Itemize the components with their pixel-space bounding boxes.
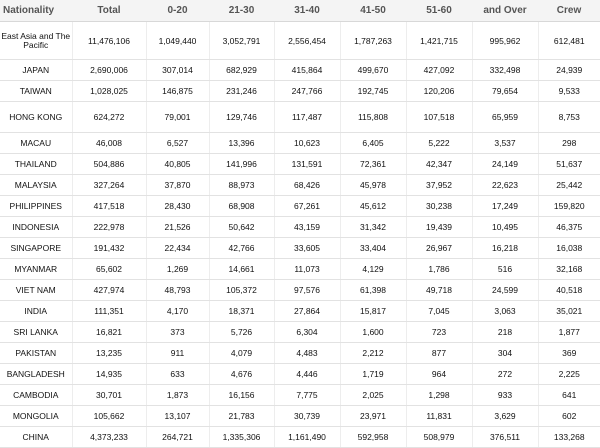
crew-cell: 35,021 <box>538 301 600 322</box>
age-and-over-cell: 3,537 <box>472 133 538 154</box>
crew-cell: 40,518 <box>538 280 600 301</box>
age-and-over-cell: 22,623 <box>472 175 538 196</box>
age-21-30-cell: 42,766 <box>209 238 274 259</box>
age-41-50-cell: 61,398 <box>340 280 406 301</box>
table-row <box>0 196 600 217</box>
age-51-60-cell: 19,439 <box>406 217 472 238</box>
age-31-40-cell: 30,739 <box>274 406 340 427</box>
total-cell: 504,886 <box>72 154 146 175</box>
column-header-age-51-60: 51-60 <box>406 0 472 22</box>
table-row <box>0 22 600 60</box>
table-row <box>0 406 600 427</box>
age-31-40-cell: 7,775 <box>274 385 340 406</box>
age-41-50-cell: 31,342 <box>340 217 406 238</box>
crew-cell: 8,753 <box>538 102 600 133</box>
age-0-20-cell: 28,430 <box>146 196 209 217</box>
age-0-20-cell: 911 <box>146 343 209 364</box>
total-cell: 111,351 <box>72 301 146 322</box>
age-51-60-cell: 1,786 <box>406 259 472 280</box>
age-31-40-cell: 6,304 <box>274 322 340 343</box>
nationality-cell: PAKISTAN <box>0 343 72 364</box>
nationality-cell: East Asia and The Pacific <box>0 22 72 60</box>
age-51-60-cell: 107,518 <box>406 102 472 133</box>
age-0-20-cell: 79,001 <box>146 102 209 133</box>
total-cell: 105,662 <box>72 406 146 427</box>
age-51-60-cell: 120,206 <box>406 81 472 102</box>
column-header-age-and-over: and Over <box>472 0 538 22</box>
column-header-crew: Crew <box>538 0 600 22</box>
age-41-50-cell: 592,958 <box>340 427 406 448</box>
age-0-20-cell: 1,873 <box>146 385 209 406</box>
age-21-30-cell: 129,746 <box>209 102 274 133</box>
crew-cell: 16,038 <box>538 238 600 259</box>
table-row <box>0 102 600 133</box>
nationality-cell: INDIA <box>0 301 72 322</box>
age-0-20-cell: 21,526 <box>146 217 209 238</box>
age-0-20-cell: 1,049,440 <box>146 22 209 60</box>
age-41-50-cell: 1,600 <box>340 322 406 343</box>
total-cell: 30,701 <box>72 385 146 406</box>
table-row <box>0 217 600 238</box>
age-and-over-cell: 332,498 <box>472 60 538 81</box>
nationality-cell: SRI LANKA <box>0 322 72 343</box>
total-cell: 14,935 <box>72 364 146 385</box>
age-51-60-cell: 7,045 <box>406 301 472 322</box>
total-cell: 624,272 <box>72 102 146 133</box>
age-and-over-cell: 24,149 <box>472 154 538 175</box>
age-31-40-cell: 1,161,490 <box>274 427 340 448</box>
table-row <box>0 60 600 81</box>
crew-cell: 24,939 <box>538 60 600 81</box>
total-cell: 2,690,006 <box>72 60 146 81</box>
age-21-30-cell: 14,661 <box>209 259 274 280</box>
crew-cell: 602 <box>538 406 600 427</box>
total-cell: 65,602 <box>72 259 146 280</box>
table-row <box>0 364 600 385</box>
age-51-60-cell: 1,421,715 <box>406 22 472 60</box>
nationality-cell: INDONESIA <box>0 217 72 238</box>
age-41-50-cell: 33,404 <box>340 238 406 259</box>
age-21-30-cell: 1,335,306 <box>209 427 274 448</box>
age-21-30-cell: 16,156 <box>209 385 274 406</box>
age-51-60-cell: 30,238 <box>406 196 472 217</box>
age-and-over-cell: 933 <box>472 385 538 406</box>
age-and-over-cell: 995,962 <box>472 22 538 60</box>
age-and-over-cell: 3,629 <box>472 406 538 427</box>
table-row <box>0 427 600 448</box>
crew-cell: 1,877 <box>538 322 600 343</box>
age-and-over-cell: 3,063 <box>472 301 538 322</box>
age-21-30-cell: 88,973 <box>209 175 274 196</box>
age-21-30-cell: 4,079 <box>209 343 274 364</box>
crew-cell: 133,268 <box>538 427 600 448</box>
nationality-cell: CHINA <box>0 427 72 448</box>
age-41-50-cell: 6,405 <box>340 133 406 154</box>
total-cell: 46,008 <box>72 133 146 154</box>
age-31-40-cell: 11,073 <box>274 259 340 280</box>
total-cell: 11,476,106 <box>72 22 146 60</box>
age-0-20-cell: 373 <box>146 322 209 343</box>
age-51-60-cell: 42,347 <box>406 154 472 175</box>
table-row <box>0 322 600 343</box>
column-header-age-0-20: 0-20 <box>146 0 209 22</box>
table-row <box>0 385 600 406</box>
age-0-20-cell: 22,434 <box>146 238 209 259</box>
crew-cell: 2,225 <box>538 364 600 385</box>
age-51-60-cell: 26,967 <box>406 238 472 259</box>
age-21-30-cell: 50,642 <box>209 217 274 238</box>
table-row <box>0 154 600 175</box>
crew-cell: 9,533 <box>538 81 600 102</box>
table-row <box>0 81 600 102</box>
age-51-60-cell: 964 <box>406 364 472 385</box>
age-21-30-cell: 231,246 <box>209 81 274 102</box>
age-51-60-cell: 5,222 <box>406 133 472 154</box>
nationality-cell: JAPAN <box>0 60 72 81</box>
age-41-50-cell: 1,787,263 <box>340 22 406 60</box>
nationality-cell: CAMBODIA <box>0 385 72 406</box>
age-41-50-cell: 2,212 <box>340 343 406 364</box>
total-cell: 327,264 <box>72 175 146 196</box>
nationality-cell: MACAU <box>0 133 72 154</box>
age-41-50-cell: 2,025 <box>340 385 406 406</box>
age-0-20-cell: 40,805 <box>146 154 209 175</box>
crew-cell: 369 <box>538 343 600 364</box>
table-row <box>0 133 600 154</box>
total-cell: 4,373,233 <box>72 427 146 448</box>
age-41-50-cell: 72,361 <box>340 154 406 175</box>
age-21-30-cell: 105,372 <box>209 280 274 301</box>
age-21-30-cell: 4,676 <box>209 364 274 385</box>
age-41-50-cell: 45,978 <box>340 175 406 196</box>
total-cell: 16,821 <box>72 322 146 343</box>
age-and-over-cell: 10,495 <box>472 217 538 238</box>
table-row <box>0 280 600 301</box>
age-21-30-cell: 13,396 <box>209 133 274 154</box>
total-cell: 13,235 <box>72 343 146 364</box>
age-0-20-cell: 1,269 <box>146 259 209 280</box>
age-51-60-cell: 427,092 <box>406 60 472 81</box>
age-31-40-cell: 43,159 <box>274 217 340 238</box>
age-51-60-cell: 508,979 <box>406 427 472 448</box>
age-31-40-cell: 131,591 <box>274 154 340 175</box>
nationality-cell: TAIWAN <box>0 81 72 102</box>
age-21-30-cell: 3,052,791 <box>209 22 274 60</box>
age-21-30-cell: 68,908 <box>209 196 274 217</box>
age-51-60-cell: 877 <box>406 343 472 364</box>
age-31-40-cell: 4,483 <box>274 343 340 364</box>
age-51-60-cell: 11,831 <box>406 406 472 427</box>
age-0-20-cell: 6,527 <box>146 133 209 154</box>
nationality-cell: HONG KONG <box>0 102 72 133</box>
age-31-40-cell: 4,446 <box>274 364 340 385</box>
age-0-20-cell: 13,107 <box>146 406 209 427</box>
age-and-over-cell: 376,511 <box>472 427 538 448</box>
age-31-40-cell: 117,487 <box>274 102 340 133</box>
nationality-cell: BANGLADESH <box>0 364 72 385</box>
age-41-50-cell: 23,971 <box>340 406 406 427</box>
column-header-age-41-50: 41-50 <box>340 0 406 22</box>
age-51-60-cell: 1,298 <box>406 385 472 406</box>
age-0-20-cell: 633 <box>146 364 209 385</box>
age-and-over-cell: 24,599 <box>472 280 538 301</box>
crew-cell: 641 <box>538 385 600 406</box>
table-row <box>0 259 600 280</box>
age-31-40-cell: 33,605 <box>274 238 340 259</box>
age-41-50-cell: 15,817 <box>340 301 406 322</box>
age-0-20-cell: 146,875 <box>146 81 209 102</box>
table-body <box>0 22 600 448</box>
crew-cell: 159,820 <box>538 196 600 217</box>
crew-cell: 51,637 <box>538 154 600 175</box>
age-and-over-cell: 17,249 <box>472 196 538 217</box>
crew-cell: 46,375 <box>538 217 600 238</box>
age-0-20-cell: 37,870 <box>146 175 209 196</box>
crew-cell: 25,442 <box>538 175 600 196</box>
age-0-20-cell: 264,721 <box>146 427 209 448</box>
age-0-20-cell: 307,014 <box>146 60 209 81</box>
age-21-30-cell: 21,783 <box>209 406 274 427</box>
age-0-20-cell: 48,793 <box>146 280 209 301</box>
table-row <box>0 301 600 322</box>
total-cell: 1,028,025 <box>72 81 146 102</box>
age-41-50-cell: 45,612 <box>340 196 406 217</box>
age-0-20-cell: 4,170 <box>146 301 209 322</box>
table-row <box>0 238 600 259</box>
age-31-40-cell: 97,576 <box>274 280 340 301</box>
age-21-30-cell: 5,726 <box>209 322 274 343</box>
crew-cell: 298 <box>538 133 600 154</box>
nationality-cell: MONGOLIA <box>0 406 72 427</box>
age-31-40-cell: 415,864 <box>274 60 340 81</box>
total-cell: 191,432 <box>72 238 146 259</box>
age-31-40-cell: 27,864 <box>274 301 340 322</box>
age-31-40-cell: 67,261 <box>274 196 340 217</box>
age-and-over-cell: 272 <box>472 364 538 385</box>
table-row <box>0 343 600 364</box>
age-31-40-cell: 10,623 <box>274 133 340 154</box>
column-header-age-31-40: 31-40 <box>274 0 340 22</box>
nationality-cell: PHILIPPINES <box>0 196 72 217</box>
crew-cell: 32,168 <box>538 259 600 280</box>
nationality-cell: SINGAPORE <box>0 238 72 259</box>
age-21-30-cell: 141,996 <box>209 154 274 175</box>
age-51-60-cell: 723 <box>406 322 472 343</box>
age-and-over-cell: 65,959 <box>472 102 538 133</box>
age-and-over-cell: 218 <box>472 322 538 343</box>
total-cell: 427,974 <box>72 280 146 301</box>
age-and-over-cell: 16,218 <box>472 238 538 259</box>
age-41-50-cell: 4,129 <box>340 259 406 280</box>
age-31-40-cell: 247,766 <box>274 81 340 102</box>
age-and-over-cell: 304 <box>472 343 538 364</box>
age-and-over-cell: 516 <box>472 259 538 280</box>
nationality-cell: VIET NAM <box>0 280 72 301</box>
total-cell: 222,978 <box>72 217 146 238</box>
age-51-60-cell: 49,718 <box>406 280 472 301</box>
age-41-50-cell: 499,670 <box>340 60 406 81</box>
age-and-over-cell: 79,654 <box>472 81 538 102</box>
nationality-cell: MALAYSIA <box>0 175 72 196</box>
age-31-40-cell: 2,556,454 <box>274 22 340 60</box>
age-21-30-cell: 682,929 <box>209 60 274 81</box>
age-41-50-cell: 115,808 <box>340 102 406 133</box>
header-row <box>0 0 600 22</box>
total-cell: 417,518 <box>72 196 146 217</box>
age-51-60-cell: 37,952 <box>406 175 472 196</box>
column-header-nationality: Nationality <box>0 0 72 22</box>
column-header-age-21-30: 21-30 <box>209 0 274 22</box>
nationality-cell: THAILAND <box>0 154 72 175</box>
table-row <box>0 175 600 196</box>
age-41-50-cell: 192,745 <box>340 81 406 102</box>
age-41-50-cell: 1,719 <box>340 364 406 385</box>
age-31-40-cell: 68,426 <box>274 175 340 196</box>
nationality-cell: MYANMAR <box>0 259 72 280</box>
crew-cell: 612,481 <box>538 22 600 60</box>
age-21-30-cell: 18,371 <box>209 301 274 322</box>
column-header-total: Total <box>72 0 146 22</box>
